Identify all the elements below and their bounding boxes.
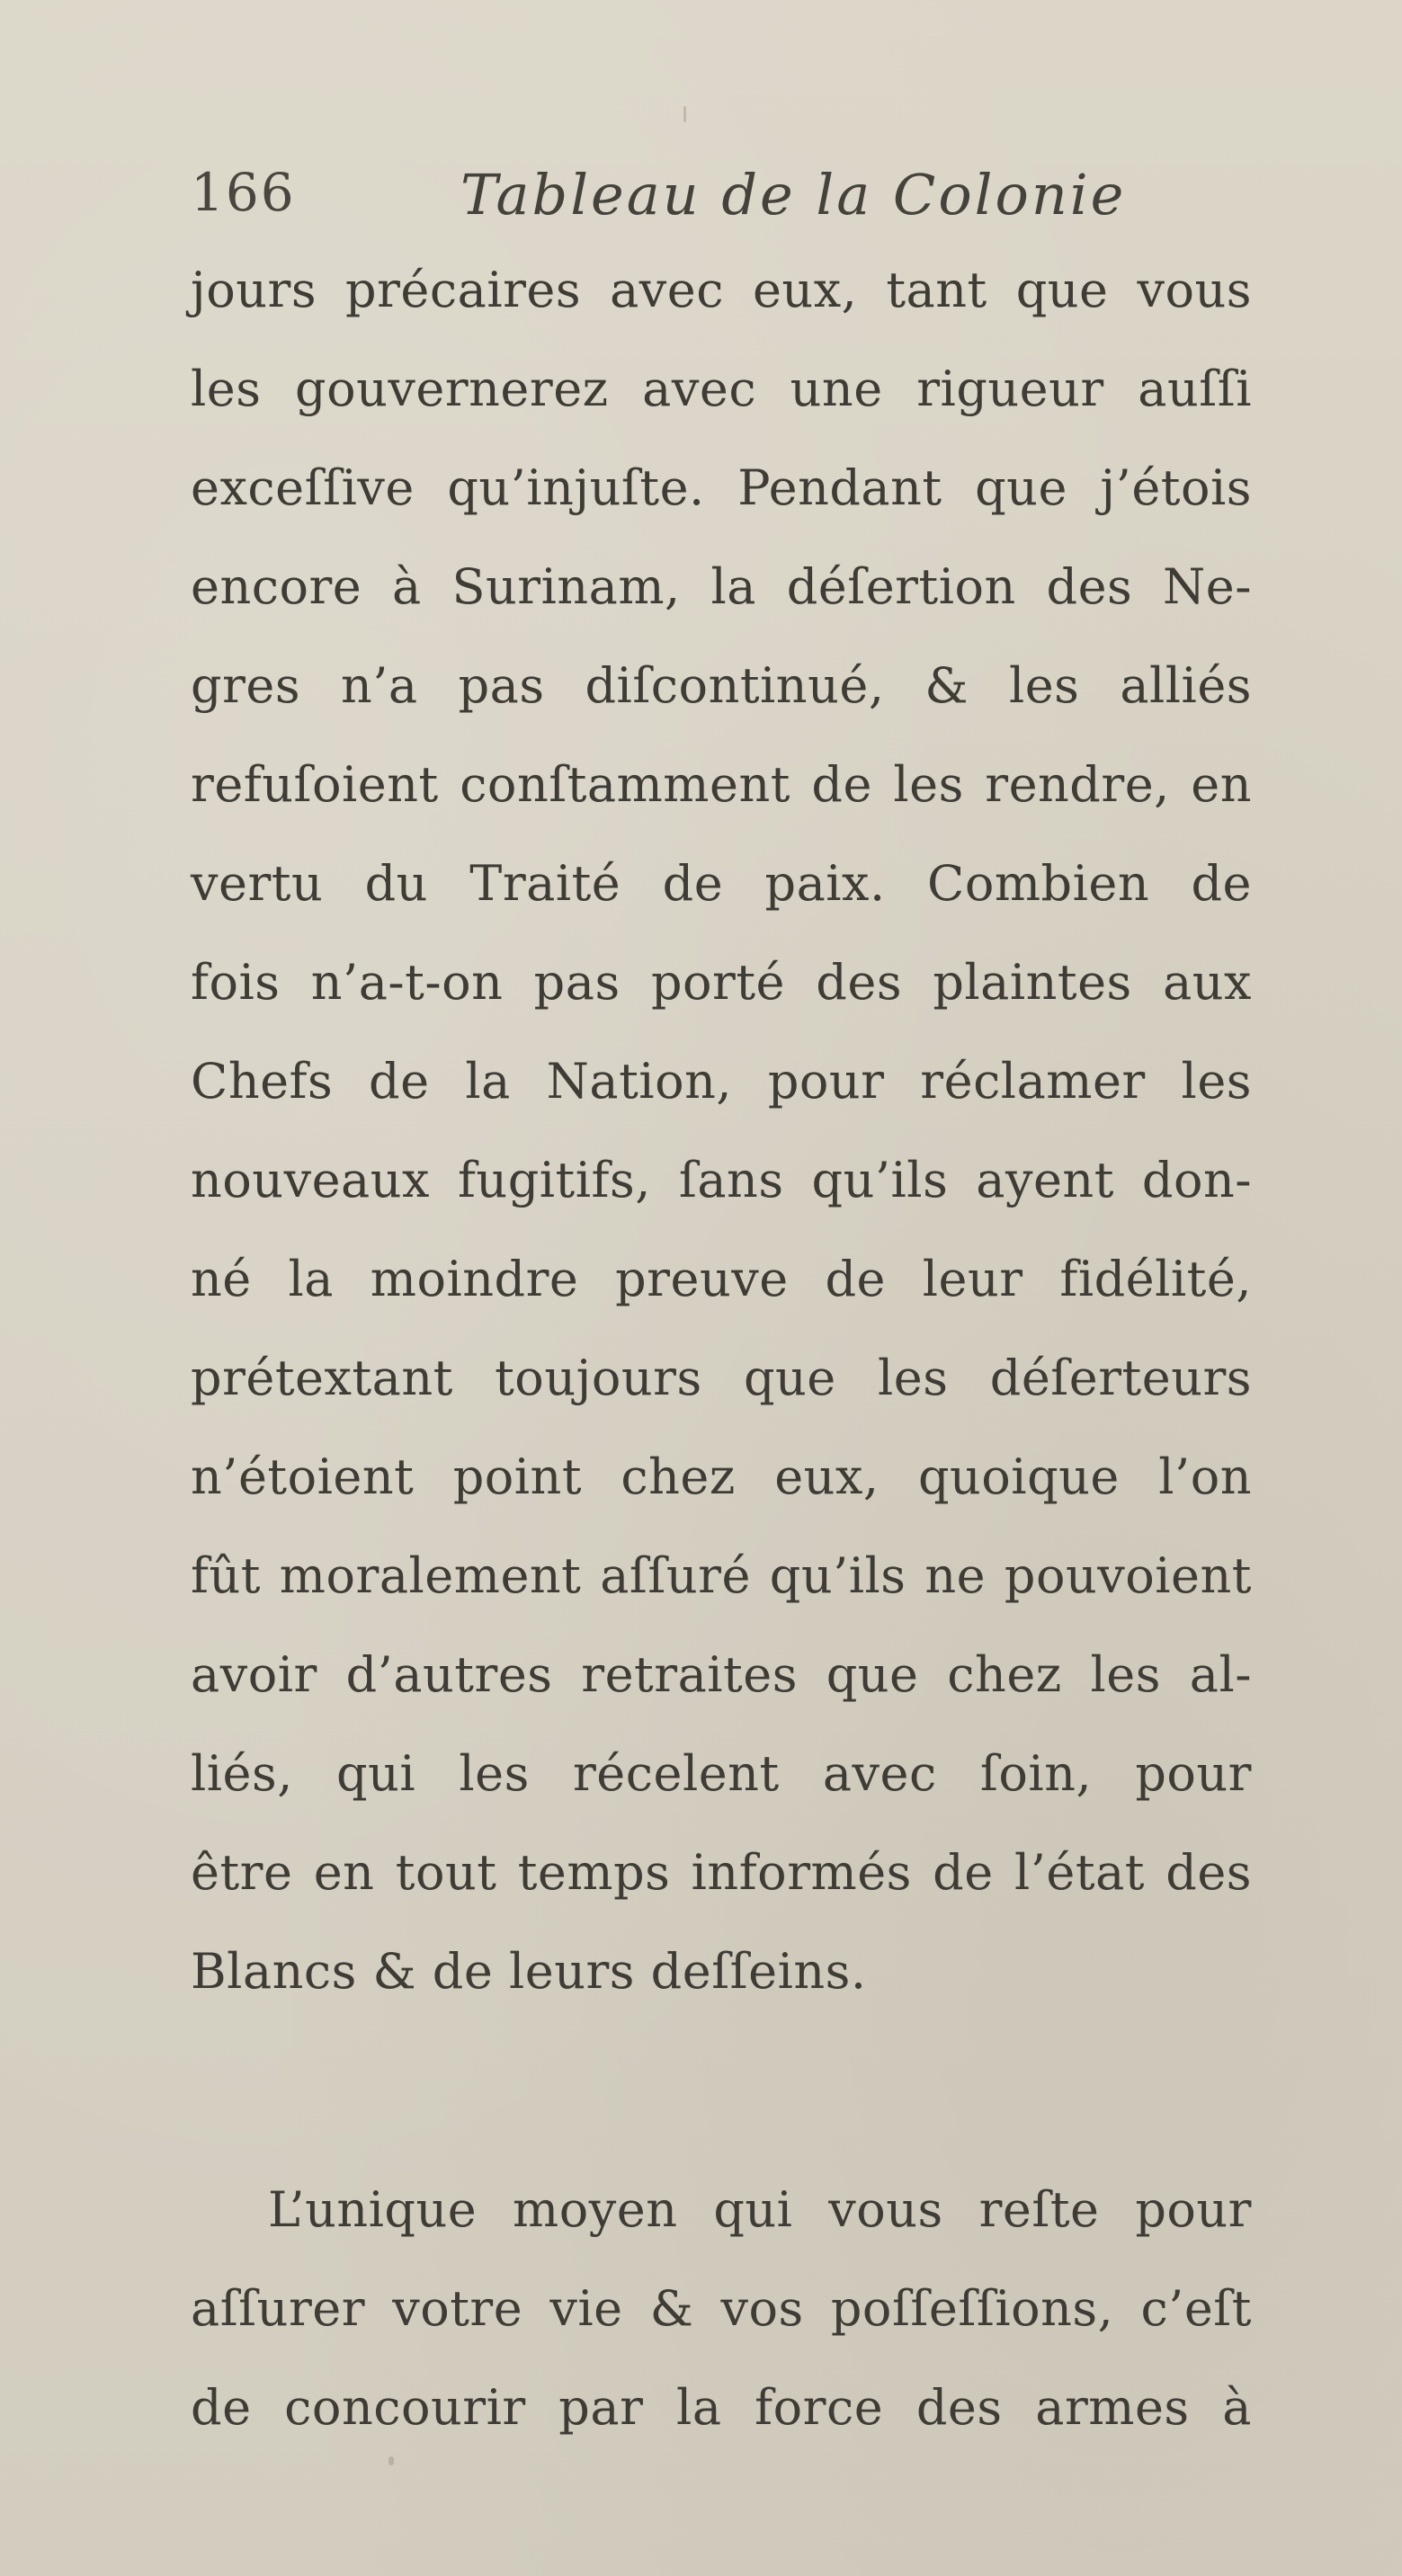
text-line: gres n’a pas diſcontinué, & les alliés bbox=[191, 657, 1252, 714]
text-line: prétextant toujours que les déſerteurs bbox=[191, 1350, 1252, 1406]
text-line: Chefs de la Nation, pour réclamer les bbox=[191, 1053, 1252, 1110]
paper-speck bbox=[683, 106, 686, 122]
text-line: refuſoient conſtamment de les rendre, en bbox=[191, 756, 1252, 813]
running-head bbox=[191, 162, 1252, 243]
body-text bbox=[191, 241, 1252, 2457]
page-number: 166 bbox=[191, 162, 296, 223]
text-line: nouveaux fugitifs, ſans qu’ils ayent don- bbox=[191, 1152, 1252, 1208]
text-line: encore à Surinam, la déſertion des Ne- bbox=[191, 558, 1252, 615]
text-line: n’étoient point chez eux, quoique l’on bbox=[191, 1448, 1252, 1505]
text-line: Blancs & de leurs deſſeins. bbox=[191, 1943, 867, 2000]
text-line: les gouvernerez avec une rigueur auſſi bbox=[191, 361, 1252, 417]
paragraph-1 bbox=[191, 241, 1252, 2021]
text-line: avoir d’autres retraites que chez les al- bbox=[191, 1646, 1252, 1703]
text-line: liés, qui les récelent avec ſoin, pour bbox=[191, 1745, 1252, 1802]
text-line: L’unique moyen qui vous reſte pour bbox=[268, 2181, 1252, 2238]
paper-speck bbox=[388, 2456, 394, 2465]
text-line: aſſurer votre vie & vos poſſeſſions, c’eſt bbox=[191, 2280, 1252, 2337]
text-line: exceſſive qu’injuſte. Pendant que j’étois bbox=[191, 459, 1252, 516]
text-line: être en tout temps informés de l’état des bbox=[191, 1844, 1252, 1901]
paragraph-spacer bbox=[191, 2021, 1252, 2161]
text-line: fois n’a-t-on pas porté des plaintes aux bbox=[191, 954, 1252, 1011]
text-line: jours précaires avec eux, tant que vous bbox=[191, 262, 1252, 318]
text-line: de concourir par la force des armes à bbox=[191, 2379, 1252, 2436]
text-line: vertu du Traité de paix. Combien de bbox=[191, 855, 1252, 912]
paragraph-2 bbox=[191, 2161, 1252, 2457]
running-title: Tableau de la Colonie bbox=[460, 162, 1127, 227]
text-line: né la moindre preuve de leur fidélité, bbox=[191, 1251, 1252, 1307]
text-line: fût moralement aſſuré qu’ils ne pouvoient bbox=[191, 1547, 1252, 1604]
